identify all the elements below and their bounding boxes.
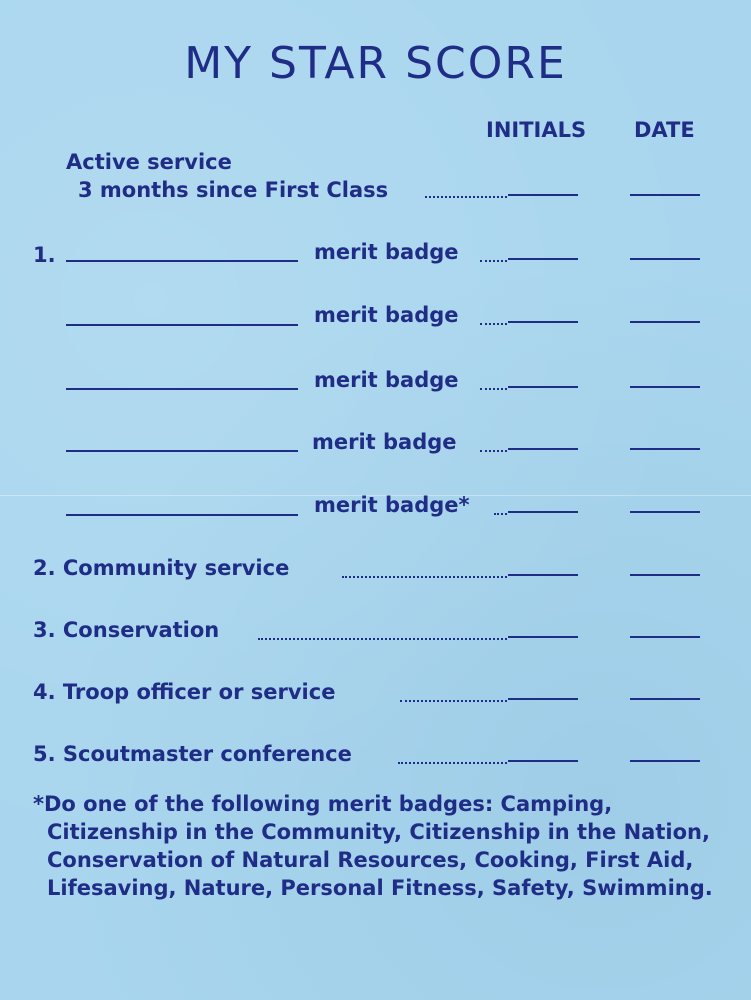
badge-name-line[interactable] [66, 324, 298, 326]
initials-line[interactable] [508, 448, 578, 450]
date-line[interactable] [630, 760, 700, 762]
date-line-active-service[interactable] [630, 194, 700, 196]
leader-dots [400, 700, 507, 702]
badge-name-line[interactable] [66, 450, 298, 452]
initials-line[interactable] [508, 258, 578, 260]
date-line[interactable] [630, 448, 700, 450]
merit-badge-number: 1. [33, 243, 56, 267]
merit-badge-label: merit badge [312, 430, 457, 454]
merit-badge-label: merit badge [314, 368, 459, 392]
merit-badge-label: merit badge [314, 240, 459, 264]
leader-dots [480, 260, 507, 262]
requirement-label: 3. Conservation [33, 618, 220, 642]
initials-line[interactable] [508, 511, 578, 513]
merit-badge-label: merit badge [314, 303, 459, 327]
active-service-detail: 3 months since First Class [78, 178, 389, 202]
initials-line-active-service[interactable] [508, 194, 578, 196]
initials-line[interactable] [508, 386, 578, 388]
initials-line[interactable] [508, 636, 578, 638]
leader-dots [398, 762, 507, 764]
date-line[interactable] [630, 636, 700, 638]
leader-dots [480, 450, 507, 452]
leader-dots [494, 513, 507, 515]
merit-badge-label: merit badge* [314, 493, 470, 517]
badge-name-line[interactable] [66, 514, 298, 516]
requirement-label: 4. Troop officer or service [33, 680, 336, 704]
date-line[interactable] [630, 258, 700, 260]
initials-line[interactable] [508, 574, 578, 576]
date-line[interactable] [630, 511, 700, 513]
badge-name-line[interactable] [66, 388, 298, 390]
leader-dots [342, 576, 507, 578]
initials-line[interactable] [508, 698, 578, 700]
initials-line[interactable] [508, 760, 578, 762]
requirement-label: 5. Scoutmaster conference [33, 742, 352, 766]
date-header: DATE [634, 118, 695, 142]
leader-dots [480, 323, 507, 325]
initials-header: INITIALS [486, 118, 587, 142]
date-line[interactable] [630, 574, 700, 576]
requirement-label: 2. Community service [33, 556, 290, 580]
leader-dots [258, 638, 507, 640]
leader-dots [480, 388, 507, 390]
leader-dots [425, 196, 507, 198]
badge-name-line[interactable] [66, 260, 298, 262]
page-title: MY STAR SCORE [184, 38, 567, 89]
date-line[interactable] [630, 321, 700, 323]
date-line[interactable] [630, 698, 700, 700]
initials-line[interactable] [508, 321, 578, 323]
date-line[interactable] [630, 386, 700, 388]
footnote: *Do one of the following merit badges: Camping, Citizenship in the Community, Citizenship in the Nation, Conservation of Natural Resources, Cooking, First Aid, Lifesaving, Nature, Personal Fitness, Safety, Swimming. [33, 792, 713, 900]
active-service-label: Active service [66, 150, 232, 174]
